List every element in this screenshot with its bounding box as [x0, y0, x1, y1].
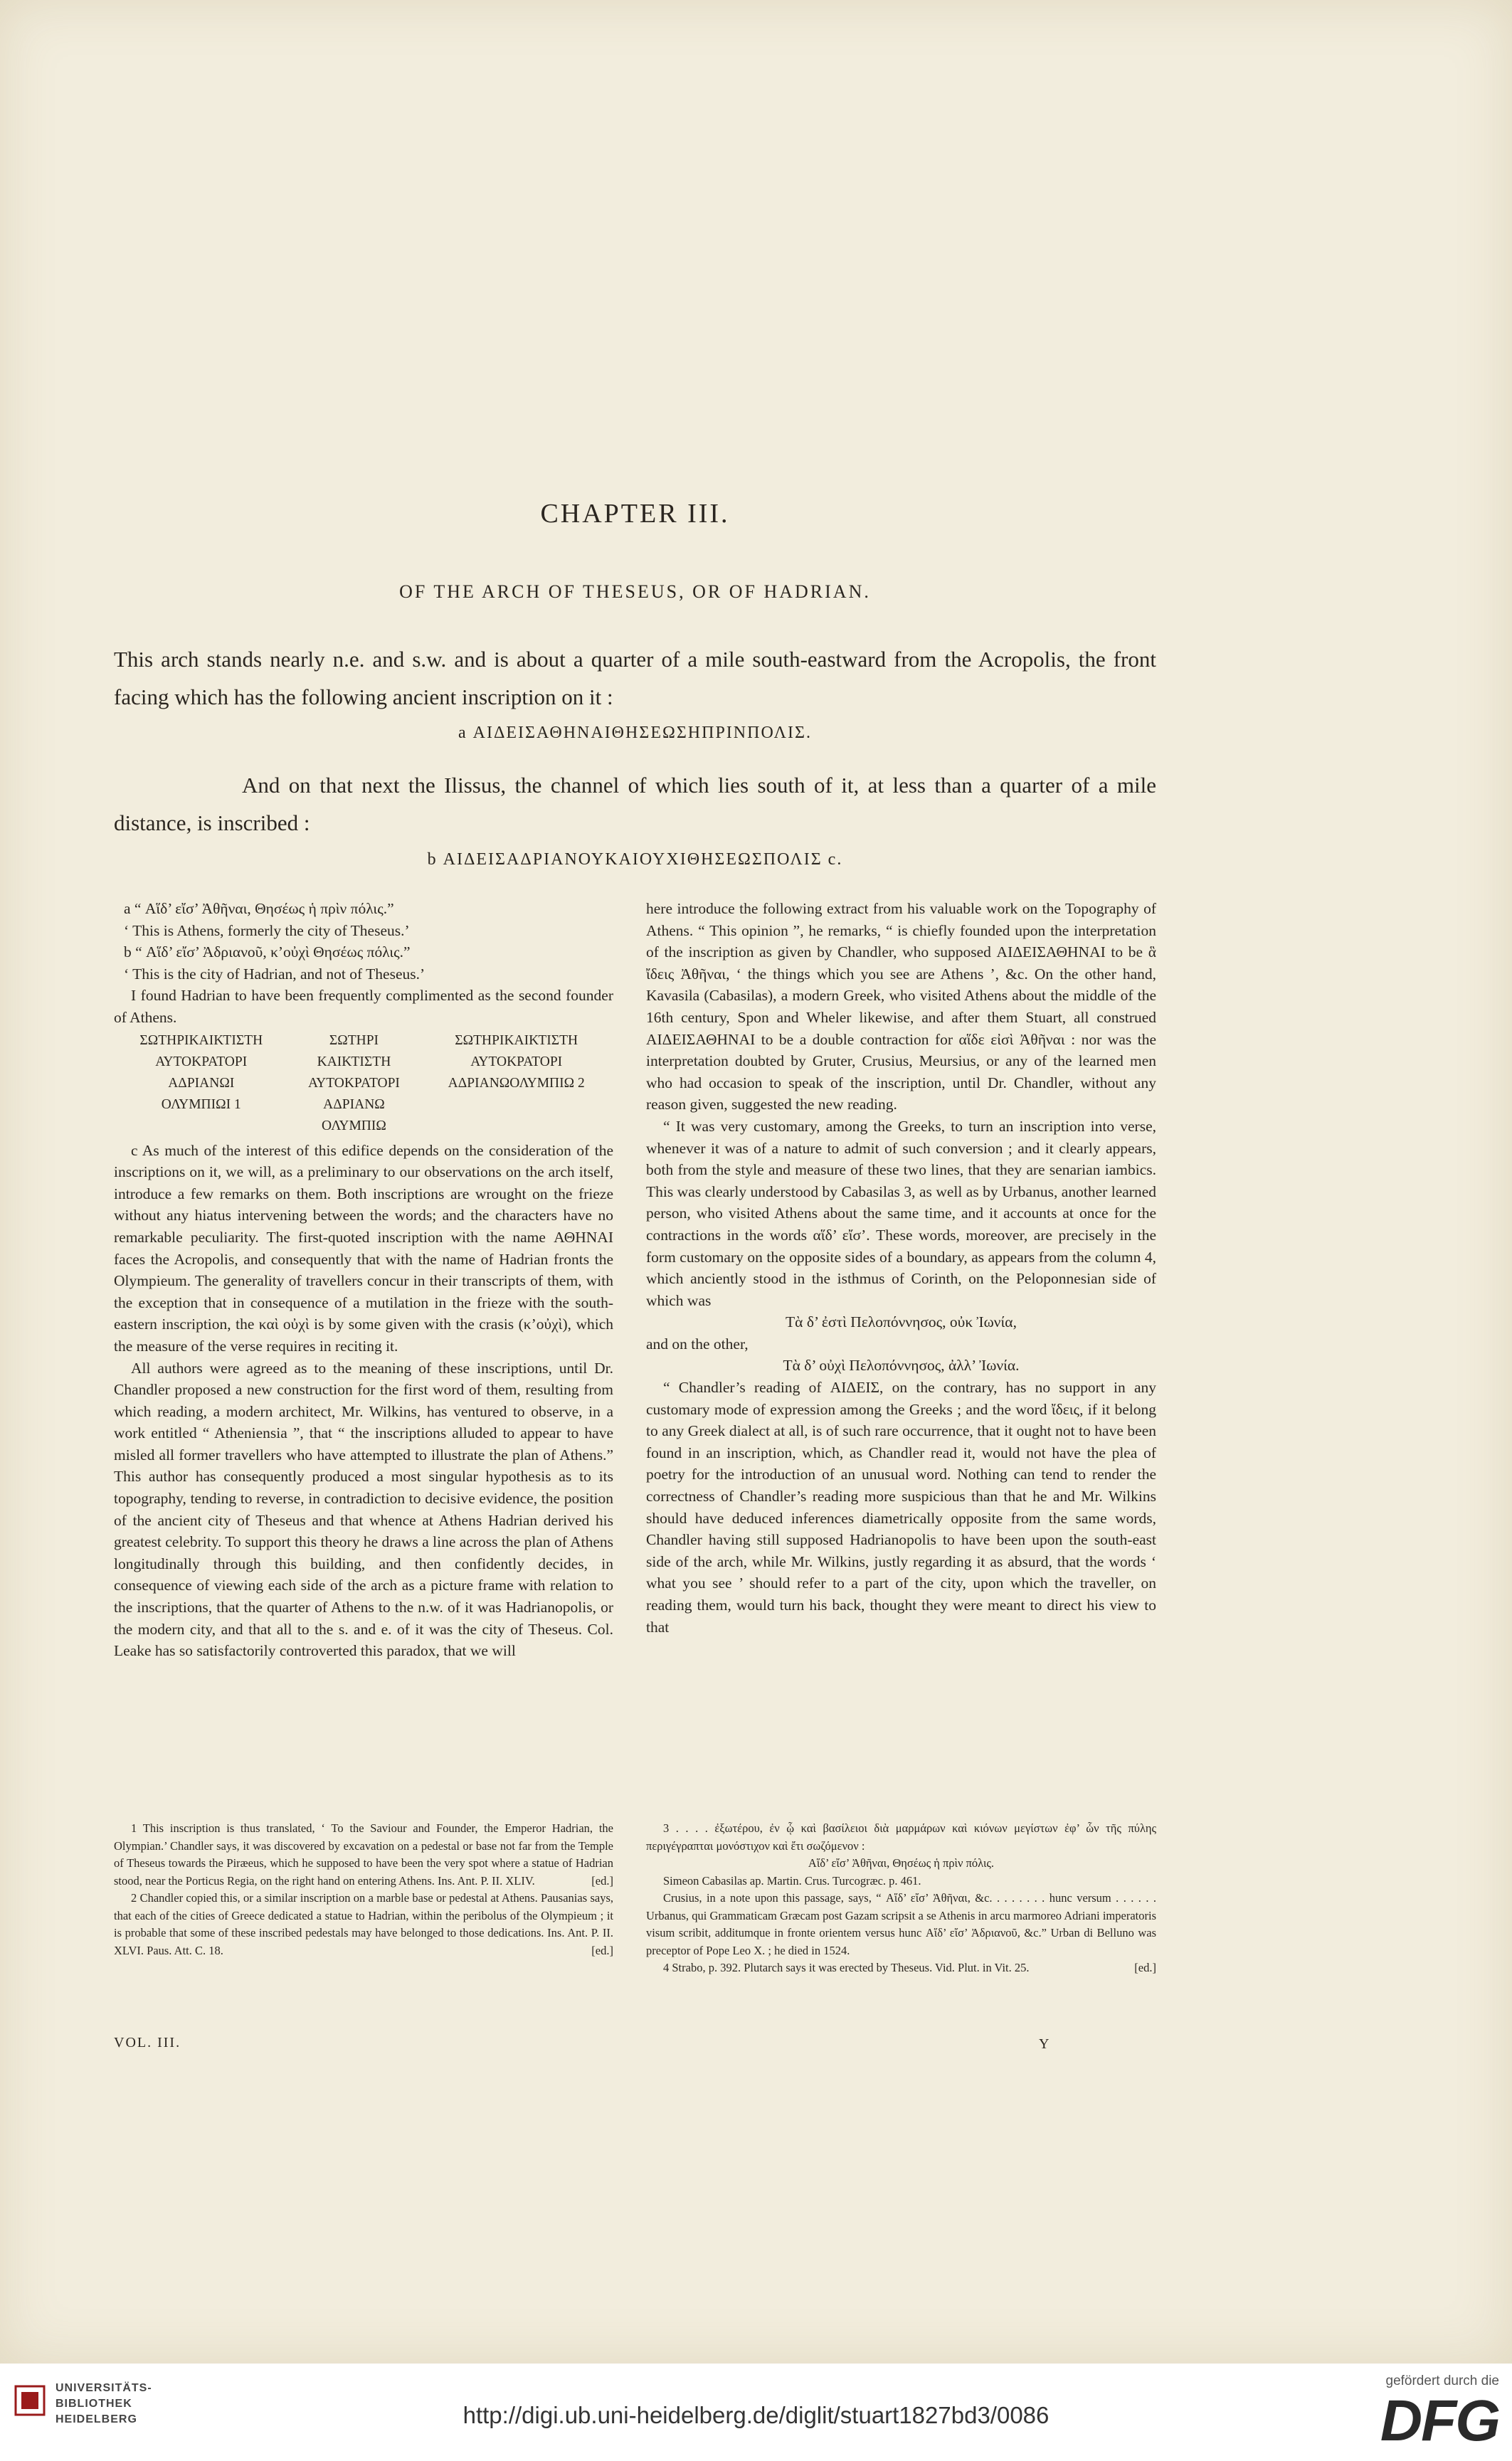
footnote-a-greek: a “ Αἵδ’ εἴσ’ Ἀθῆναι, Θησέως ἡ πρὶν πόλις.”: [124, 900, 394, 917]
book-page: [114, 0, 1156, 2364]
table-cell: [419, 1094, 613, 1116]
left-footnotes: [114, 1820, 613, 1959]
right-paragraph-2: “ It was very customary, among the Greeks, to turn an inscription into verse, whenever it was of a nature to admit of such conversion ; and it clearly appears, both from the style and measure of these two lines, that they are senarian iambics. This was clearly understood by Cabasilas 3, as well as by Urbanus, another learned person, who visited Athens about the same time, and it accounts at once for the contractions in the words αἵδ’ εἴσ’. These words, moreover, are precisely in the form customary on the opposite sides of a boundary, as appears from the column 4, which anciently stood in the isthmus of Corinth, on the Peloponnesian side of which was: [646, 1117, 1156, 1309]
chapter-subtitle: OF THE ARCH OF THESEUS, OR OF HADRIAN.: [399, 581, 871, 602]
table-cell: ΟΛΥΜΠΙΩΙ 1: [161, 1096, 241, 1112]
table-cell: ΑΔΡΙΑΝΩΙ: [168, 1075, 235, 1091]
footnote-3-verse: Αἵδ’ εἴσ’ Ἀθῆναι, Θησέως ἡ πρὶν πόλις.: [808, 1856, 995, 1870]
inscription-a: a ΑΙΔΕΙΣΑΘΗΝΑΙΘΗΣΕΩΣΗΠΡΙΝΠΟΛΙΣ.: [458, 724, 812, 742]
verse-2: Τὰ δ’ οὐχὶ Πελοπόννησος, ἀλλ’ Ἰωνία.: [783, 1357, 1020, 1375]
table-cell: ΑΥΤΟΚΡΑΤΟΡΙ: [308, 1075, 400, 1091]
footnote-b-note: I found Hadrian to have been frequently complimented as the second founder of Athens.: [114, 987, 613, 1026]
footnote-3-greek: 3 . . . . ἐξωτέρου, ἐν ᾧ καὶ βασίλειοι διὰ μαρμάρων καὶ κιόνων μεγίστων ἐφ’ ὧν τῆς πύλης περιγέγραπται μονόστιχον καὶ ἔτι σωζόμενον :: [646, 1821, 1156, 1853]
table-cell: [419, 1116, 613, 1137]
left-column: [114, 898, 613, 1662]
second-paragraph: And on that next the Ilissus, the channel of which lies south of it, at less than a quarter of a mile distance, is inscribed :: [114, 773, 1156, 835]
inscription-table: [114, 1030, 613, 1137]
footnote-4-text: 4 Strabo, p. 392. Plutarch says it was erected by Theseus. Vid. Plut. in Vit. 25.: [663, 1961, 1030, 1974]
right-paragraph-4: “ Chandler’s reading of ΑΙΔΕΙΣ, on the contrary, has no support in any customary mode of expression among the Greeks ; and the word ἴδεις, if it belong to any Greek dialect at all, is of such rare occurrence, that it ought not to have been found in an inscription, which, as Chandler read it, would not have the plea of poetry for the introduction of an unusual word. Nothing can tend to render the correctness of Chandler’s reading more suspicious than that he and Mr. Wilkins should have deduced inferences diametrically opposite from the same words, Chandler having still supposed Hadrianopolis to have been upon the south-east side of the arch, while Mr. Wilkins, justly regarding it as absurd, that the words ‘ what you see ’ should refer to a part of the city, upon which the traveller, on reading them, would turn his back, thought they were meant to direct his view to that: [646, 1379, 1156, 1636]
footnote-1-tag: [ed.]: [591, 1873, 613, 1888]
table-cell: ΣΩΤΗΡΙΚΑΙΚΤΙΣΤΗ: [139, 1032, 263, 1048]
right-footnotes: [646, 1820, 1156, 1977]
source-url-link[interactable]: http://digi.ub.uni-heidelberg.de/diglit/stuart1827bd3/0086: [462, 2402, 1050, 2428]
table-cell: ΑΥΤΟΚΡΑΤΟΡΙ: [155, 1054, 248, 1069]
right-column: [646, 898, 1156, 1638]
footnote-1-text: 1 This inscription is thus translated, ‘ To the Saviour and Founder, the Emperor Hadrian, the Olympian.’ Chandler says, it was discovered by excavation on a pedestal or base not far from the Temple of Theseus towards the Piræeus, which he supposed to have been the very spot where a statue of Hadrian stood, near the Porticus Regia, on the right hand on entering Athens. Ins. Ant. P. II. XLIV.: [114, 1821, 613, 1888]
footnote-3-source: Simeon Cabasilas ap. Martin. Crus. Turcogræc. p. 461.: [663, 1873, 921, 1888]
table-cell: [114, 1116, 289, 1137]
footnote-3-note: Crusius, in a note upon this passage, says, “ Αἵδ’ εἴσ’ Ἀθῆναι, &c. . . . . . . . hunc versum . . . . . . Urbanus, qui Grammaticam Græcam post Gazam scripsit a se Athenis in arcu marmoreo Adriani imperatoris visum scribit, additumque in fronte orientem versus hunc Αἵδ’ εἴσ’ Ἀδριανοῦ, &c.” Urban di Belluno was preceptor of Pope Leo X. ; he died in 1524.: [646, 1891, 1156, 1957]
right-paragraph-1: here introduce the following extract from his valuable work on the Topography of Athens. “ This opinion ”, he remarks, “ is chiefly founded upon the interpretation of the inscription as given by Chandler, who supposed ΑΙΔΕΙΣΑΘΗΝΑΙ to be ἃ ἴδεις Ἀθῆναι, ‘ the things which you see are Athens ’, &c. On the other hand, Kavasila (Cabasilas), a modern Greek, who visited Athens about the middle of the 16th century, Spon and Wheler likewise, and after them Stuart, all construed ΑΙΔΕΙΣΑΘΗΝΑΙ to be a double contraction for αἵδε εἰσὶ Ἀθῆναι : nor was the interpretation doubted by Gruter, Crusius, Meursius, or any of the learned men who had occasion to speak of the inscription, until Dr. Chandler, without any reason given, suggested the new reading.: [646, 900, 1156, 1113]
footnote-c-continued: All authors were agreed as to the meaning of these inscriptions, until Dr. Chandler proposed a new construction for the first word of them, resulting from which reading, a modern architect, Mr. Wilkins, has ventured to observe, in a work entitled “ Atheniensia ”, that “ the inscriptions alluded to appear to have misled all former travellers who have attempted to illustrate the plan of Athens.” This author has consequently produced a most singular hypothesis as to its topography, tending to reverse, in contradiction to decisive evidence, the position of the ancient city of Theseus and that whence at Athens Hadrian derived his greatest celebrity. To support this theory he draws a line across the plan of Athens longitudinally through this building, and then confidently decides, in consequence of viewing each side of the arch as a picture frame with relation to the inscriptions, that the quarter of Athens to the n.w. of it was Hadrianopolis, or the modern city, and that all to the s. and e. of it was the city of Theseus. Col. Leake has so satisfactorily controverted this paradox, that we will: [114, 1359, 613, 1660]
footnote-4-tag: [ed.]: [1134, 1961, 1156, 1974]
table-cell: ΣΩΤΗΡΙΚΑΙΚΤΙΣΤΗ: [455, 1032, 578, 1048]
footnote-1: [114, 1820, 613, 1890]
intro-paragraph: This arch stands nearly n.e. and s.w. and is about a quarter of a mile south-eastward from the Acropolis, the front facing which has the following ancient inscription on it :: [114, 647, 1156, 709]
university-name-line: HEIDELBERG: [55, 2413, 137, 2425]
footnote-b-greek: b “ Αἵδ’ εἴσ’ Ἀδριανοῦ, κ’οὐχὶ Θησέως πόλις.”: [124, 943, 411, 961]
inscription-b: b ΑΙΔΕΙΣΑΔΡΙΑΝΟΥΚΑΙΟΥΧΙΘΗΣΕΩΣΠΟΛΙΣ c.: [427, 850, 843, 869]
table-cell: ΑΔΡΙΑΝΩ: [323, 1096, 385, 1112]
chapter-title: CHAPTER III.: [540, 499, 730, 529]
university-name-line: BIBLIOTHEK: [55, 2398, 132, 2410]
signature-mark: Y: [1039, 2036, 1050, 2052]
footnote-2-tag: [ed.]: [591, 1943, 613, 1957]
table-cell: ΚΑΙΚΤΙΣΤΗ: [317, 1054, 391, 1069]
table-cell: ΑΥΤΟΚΡΑΤΟΡΙ: [470, 1054, 563, 1069]
volume-label: VOL. III.: [114, 2035, 181, 2050]
footnote-a-translation: ‘ This is Athens, formerly the city of Theseus.’: [124, 921, 410, 939]
footnote-2-text: 2 Chandler copied this, or a similar inscription on a marble base or pedestal at Athens. Pausanias says, that each of the cities of Greece dedicated a statue to Hadrian, within the peribolus of the Olympieum ; it is probable that some of these inscribed pedestals may have belonged to those dedications. Ins. Ant. P. II. XLVI. Paus. Att. C. 18.: [114, 1891, 613, 1957]
verse-1: Τὰ δ’ ἐστὶ Πελοπόννησος, οὐκ Ἰωνία,: [786, 1313, 1017, 1331]
footnote-4: [646, 1959, 1156, 1977]
sponsor-label: gefördert durch die: [1385, 2373, 1499, 2388]
table-cell: ΑΔΡΙΑΝΩΟΛΥΜΠΙΩ 2: [448, 1075, 585, 1091]
right-paragraph-3: and on the other,: [646, 1335, 749, 1353]
table-cell: ΣΩΤΗΡΙ: [329, 1032, 379, 1048]
university-name-line: UNIVERSITÄTS-: [55, 2382, 152, 2394]
footnote-2: [114, 1890, 613, 1959]
dfg-logo: DFG: [1380, 2388, 1499, 2453]
footnote-b-translation: ‘ This is the city of Hadrian, and not of Theseus.’: [124, 965, 425, 983]
table-cell: ΟΛΥΜΠΙΩ: [322, 1118, 386, 1133]
footnote-c: c As much of the interest of this edifice depends on the consideration of the inscriptions on it, we will, as a preliminary to our observations on the arch itself, introduce a few remarks on them. Both inscriptions are wrought on the frieze without any hiatus intervening between the words; and the characters have no remarkable peculiarity. The first-quoted inscription with the name ΑΘΗΝΑΙ faces the Acropolis, and consequently that with the name of Hadrian fronts the Olympieum. The generality of travellers concur in their transcripts of them, with the exception that in consequence of a mutilation in the frieze with the south-eastern inscription, the καὶ οὐχὶ is by some given with the crasis (κ’οὐχὶ), which the measure of the verse requires in reciting it.: [114, 1141, 613, 1355]
